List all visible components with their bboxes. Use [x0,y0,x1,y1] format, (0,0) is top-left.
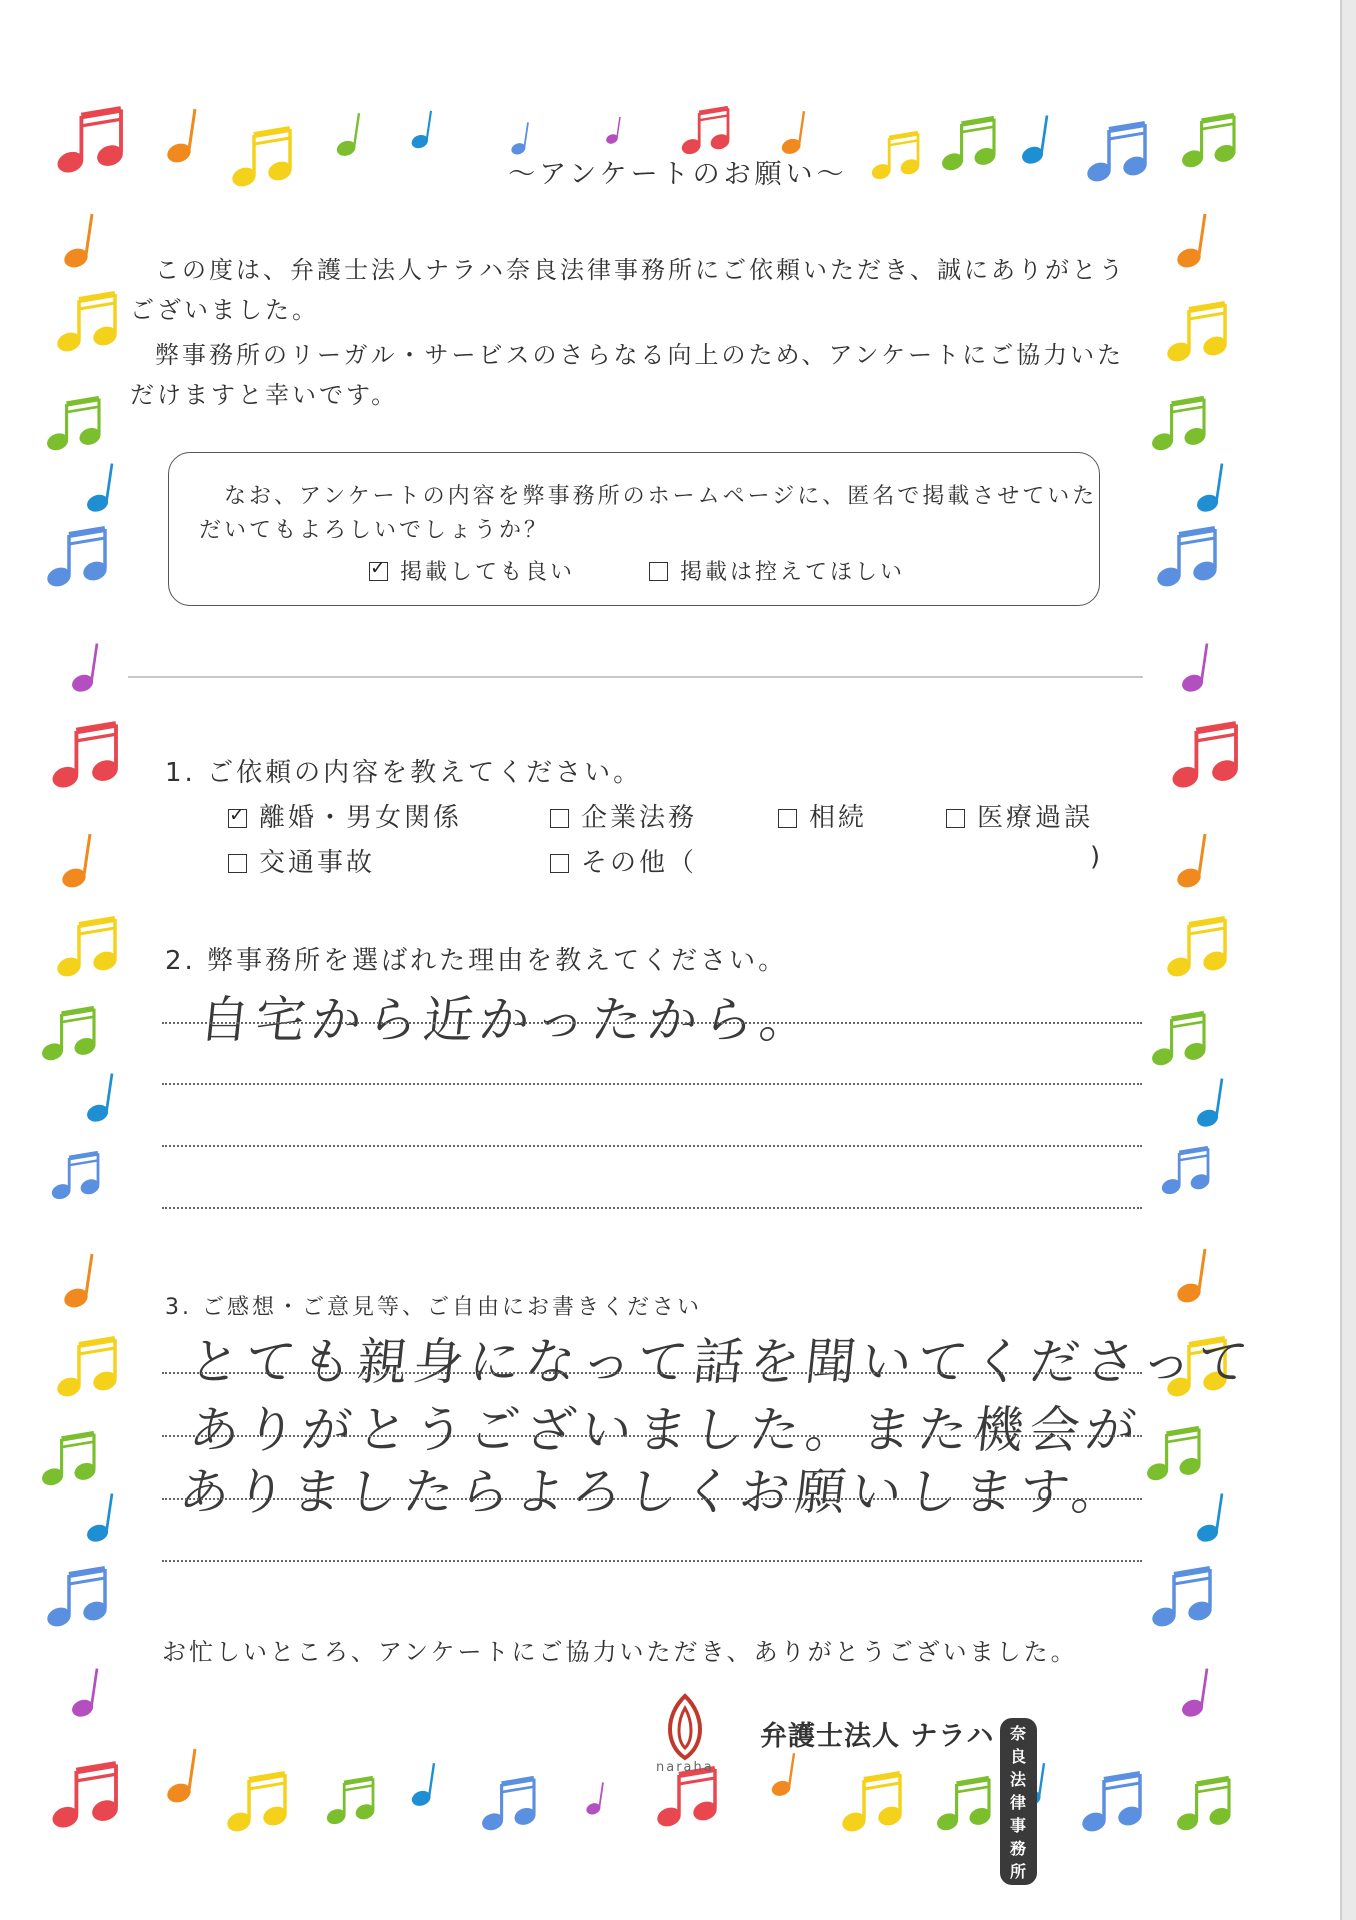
q2-answer[interactable]: 自宅から近かったから。 [196,991,819,1049]
q1-option-other[interactable] [550,842,697,879]
answer-line [162,1145,1142,1147]
eighth-note-icon [85,1490,121,1544]
intro-line-4: だけますと幸いです。 [130,381,399,409]
beamed-notes-icon [45,525,115,590]
section-divider [128,676,1143,678]
eighth-note-icon [1180,1665,1216,1719]
beamed-notes-icon [1175,1775,1238,1834]
eighth-note-icon [85,1070,121,1124]
q3-label: 3. ご感想・ご意見等、ご自由にお書きください [165,1295,702,1320]
beamed-notes-icon [45,395,108,454]
consent-option-no-label: 掲載は控えてほしい [680,560,906,585]
eighth-note-icon [410,108,438,150]
beamed-notes-icon [325,1775,381,1827]
q1-label: 1. ご依頼の内容を教えてください。 [165,758,643,788]
eighth-note-icon [60,830,100,890]
consent-line-2: だいてもよろしいでしょうか？ [199,518,550,543]
consent-option-yes-label: 掲載しても良い [400,560,576,585]
beamed-notes-icon [45,1565,115,1630]
beamed-notes-icon [50,1760,127,1832]
eighth-note-icon [770,1750,802,1798]
answer-line [162,1372,1142,1374]
logo-badge: 奈良法律事務所 [1000,1718,1037,1885]
beamed-notes-icon [1150,1565,1220,1630]
beamed-notes-icon [1080,1770,1150,1835]
q1-option-inheritance[interactable] [778,797,867,834]
beamed-notes-icon [680,105,736,157]
consent-box [168,452,1100,606]
checkbox-icon[interactable] [228,854,247,873]
answer-line [162,1022,1142,1024]
beamed-notes-icon [55,1335,125,1400]
q1-option-corporate[interactable] [550,797,697,834]
eighth-note-icon [85,460,121,514]
eighth-note-icon [410,1760,442,1808]
eighth-note-icon [780,108,812,156]
eighth-note-icon [1175,830,1215,890]
naraha-logo-icon [650,1690,720,1765]
q3-answer-line-1[interactable]: とても親身になって話を聞いてくださって [186,1333,1257,1391]
eighth-note-icon [605,115,625,145]
beamed-notes-icon [935,1775,998,1834]
beamed-notes-icon [840,1770,910,1835]
q1-option-label: 医療過誤 [977,803,1094,833]
intro-line-1: この度は、弁護士法人ナラハ奈良法律事務所にご依頼いただき、誠にありがとう [155,256,1127,284]
eighth-note-icon [1175,1245,1215,1305]
q2-label: 2. 弊事務所を選ばれた理由を教えてください。 [165,946,788,976]
q1-option-label: 企業法務 [581,803,698,833]
eighth-note-icon [510,120,534,156]
checkbox-icon[interactable] [946,809,965,828]
consent-option-no[interactable] [649,555,905,586]
q1-option-traffic[interactable] [228,842,375,879]
answer-line [162,1560,1142,1562]
beamed-notes-icon [1160,1145,1216,1197]
beamed-notes-icon [1165,300,1235,365]
q1-option-label: 相続 [809,803,868,833]
q1-option-divorce[interactable] [228,797,462,834]
eighth-note-icon [335,110,367,158]
beamed-notes-icon [1145,1425,1208,1484]
intro-line-2: ございました。 [130,296,319,324]
q3-answer-line-2[interactable]: ありがとうございました。また機会が [186,1401,1145,1459]
eighth-note-icon [1180,640,1216,694]
checkbox-icon[interactable] [778,809,797,828]
eighth-note-icon [1195,1490,1231,1544]
q3-answer-line-3[interactable]: ありましたらよろしくお願いします。 [176,1463,1131,1521]
beamed-notes-icon [1170,720,1247,792]
answer-line [162,1207,1142,1209]
checkbox-checked-icon[interactable] [369,562,388,581]
beamed-notes-icon [40,1430,103,1489]
checkbox-icon[interactable] [550,854,569,873]
q1-option-medical[interactable] [946,797,1093,834]
answer-line [162,1435,1142,1437]
beamed-notes-icon [1165,915,1235,980]
beamed-notes-icon [1150,395,1213,454]
eighth-note-icon [1195,460,1231,514]
eighth-note-icon [70,640,106,694]
beamed-notes-icon [50,720,127,792]
beamed-notes-icon [225,1770,295,1835]
beamed-notes-icon [1150,1010,1213,1069]
eighth-note-icon [62,1250,102,1310]
beamed-notes-icon [1155,525,1225,590]
checkbox-icon[interactable] [649,562,668,581]
q1-option-label: 離婚・男女関係 [259,803,463,833]
beamed-notes-icon [50,1150,106,1202]
eighth-note-icon [1175,210,1215,270]
answer-line [162,1498,1142,1500]
checkbox-checked-icon[interactable] [228,809,247,828]
q1-option-label: その他（ [581,848,698,878]
eighth-note-icon [165,1745,205,1805]
eighth-note-icon [1195,1075,1231,1129]
q1-other-close-paren: ) [1090,842,1104,872]
intro-line-3: 弊事務所のリーガル・サービスのさらなる向上のため、アンケートにご協力いた [155,341,1125,369]
answer-line [162,1083,1142,1085]
logo-name: 弁護士法人 ナラハ [760,1721,995,1752]
logo-mark-caption: naraha [656,1760,714,1775]
q1-option-label: 交通事故 [259,848,376,878]
consent-line-1: なお、アンケートの内容を弊事務所のホームページに、匿名で掲載させていた [224,484,1098,509]
beamed-notes-icon [55,915,125,980]
eighth-note-icon [70,1665,106,1719]
page-title: 〜アンケートのお願い〜 [508,159,848,190]
closing-text: お忙しいところ、アンケートにご協力いただき、ありがとうございました。 [162,1638,1078,1666]
eighth-note-icon [585,1780,609,1816]
beamed-notes-icon [40,1005,103,1064]
eighth-note-icon [62,210,102,270]
beamed-notes-icon [480,1775,543,1834]
checkbox-icon[interactable] [550,809,569,828]
beamed-notes-icon [55,290,125,355]
consent-option-yes[interactable] [369,555,575,586]
